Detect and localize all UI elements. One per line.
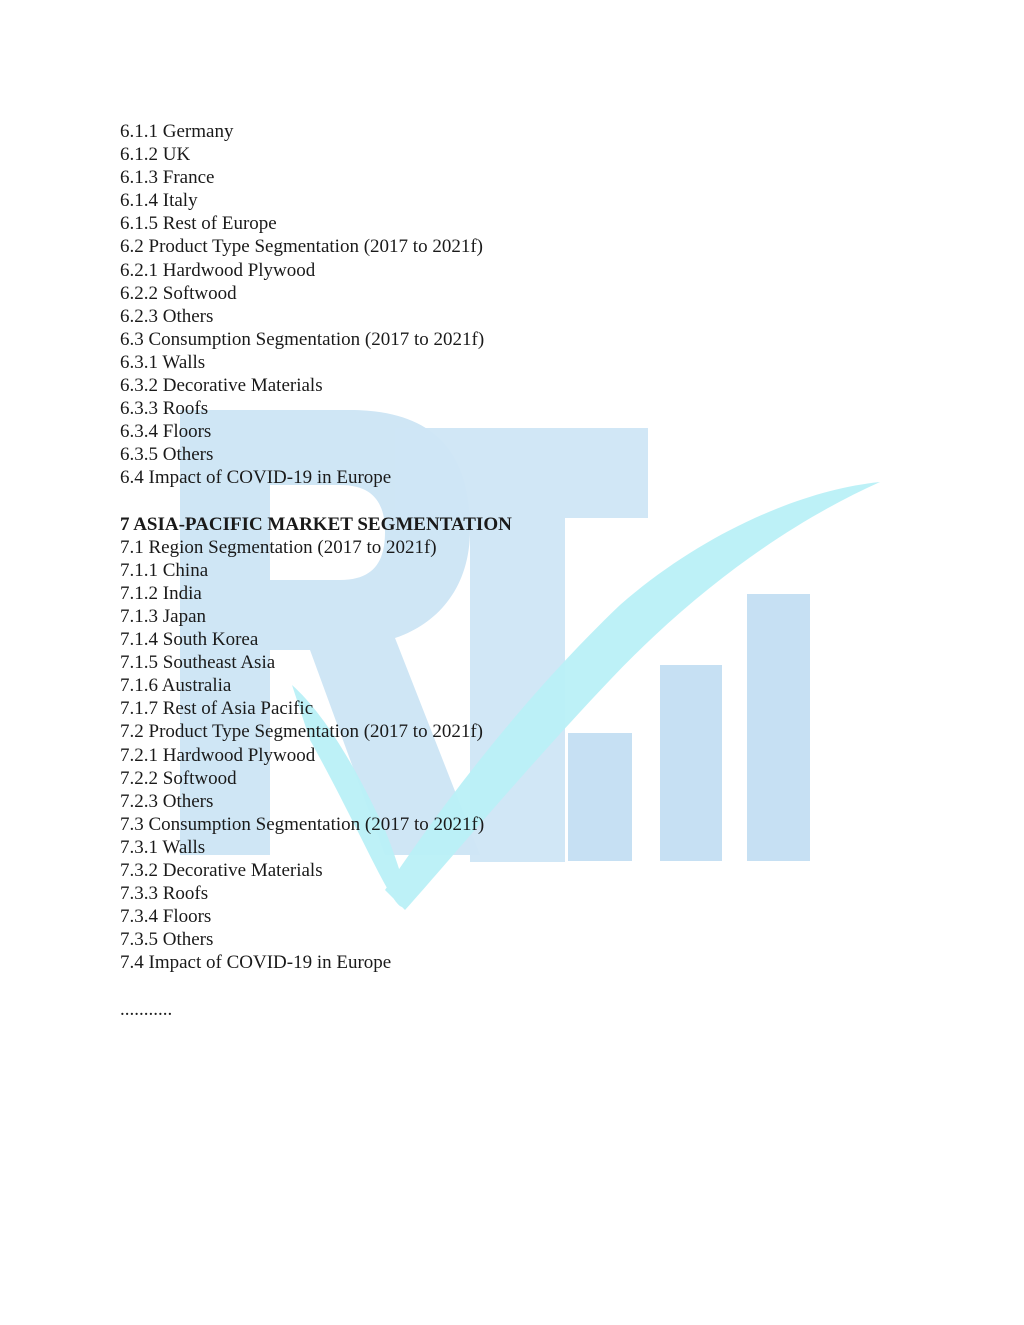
section-spacer [120, 490, 512, 513]
watermark-bar-2 [660, 665, 722, 861]
toc-entry: 7.1.3 Japan [120, 605, 207, 627]
toc-entry: 7.1 Region Segmentation (2017 to 2021f) [120, 536, 437, 558]
section-heading: 7 ASIA-PACIFIC MARKET SEGMENTATION [120, 513, 512, 535]
toc-entry: 7.3.4 Floors [120, 906, 212, 928]
toc-entry: 6.1.4 Italy [120, 190, 198, 212]
toc-entry: 6.4 Impact of COVID-19 in Europe [120, 467, 392, 489]
toc-entry: 6.3.4 Floors [120, 421, 212, 443]
toc-entry: 7.2.3 Others [120, 790, 214, 812]
toc-entry: 6.3.3 Roofs [120, 398, 209, 420]
table-of-contents [120, 120, 512, 1021]
toc-entry: 6.3 Consumption Segmentation (2017 to 2021f) [120, 328, 485, 350]
toc-entry: 7.2 Product Type Segmentation (2017 to 2021f) [120, 721, 483, 743]
toc-entry: 7.3.5 Others [120, 929, 214, 951]
toc-entry: 6.2.1 Hardwood Plywood [120, 259, 316, 281]
toc-entry: 6.1.5 Rest of Europe [120, 213, 277, 235]
toc-entry: 7.4 Impact of COVID-19 in Europe [120, 952, 392, 974]
continuation-ellipsis: ........... [120, 998, 173, 1020]
toc-entry: 6.3.5 Others [120, 444, 214, 466]
toc-entry: 7.3 Consumption Segmentation (2017 to 2021f) [120, 813, 485, 835]
toc-entry: 6.1.1 Germany [120, 121, 234, 142]
toc-entry: 7.3.3 Roofs [120, 883, 209, 905]
toc-entry: 7.1.6 Australia [120, 675, 232, 697]
toc-entry: 6.1.2 UK [120, 144, 191, 166]
section-spacer [120, 974, 512, 997]
toc-entry: 7.3.2 Decorative Materials [120, 860, 323, 881]
toc-entry: 6.1.3 France [120, 167, 215, 189]
toc-entry: 7.1.7 Rest of Asia Pacific [120, 698, 314, 720]
watermark-bar-3 [747, 594, 810, 861]
toc-entry: 7.1.1 China [120, 559, 209, 581]
toc-entry: 6.2.2 Softwood [120, 282, 237, 304]
toc-entry: 6.2.3 Others [120, 305, 214, 327]
toc-entry: 7.1.4 South Korea [120, 629, 259, 651]
toc-entry: 6.3.2 Decorative Materials [120, 375, 323, 397]
toc-entry: 7.2.1 Hardwood Plywood [120, 744, 316, 766]
toc-entry: 6.2 Product Type Segmentation (2017 to 2021f) [120, 236, 483, 258]
watermark-bar-1 [568, 733, 632, 861]
toc-entry: 7.1.2 India [120, 582, 202, 604]
toc-entry: 6.3.1 Walls [120, 351, 206, 373]
toc-entry: 7.2.2 Softwood [120, 767, 237, 789]
toc-entry: 7.1.5 Southeast Asia [120, 652, 276, 674]
toc-entry: 7.3.1 Walls [120, 836, 206, 858]
